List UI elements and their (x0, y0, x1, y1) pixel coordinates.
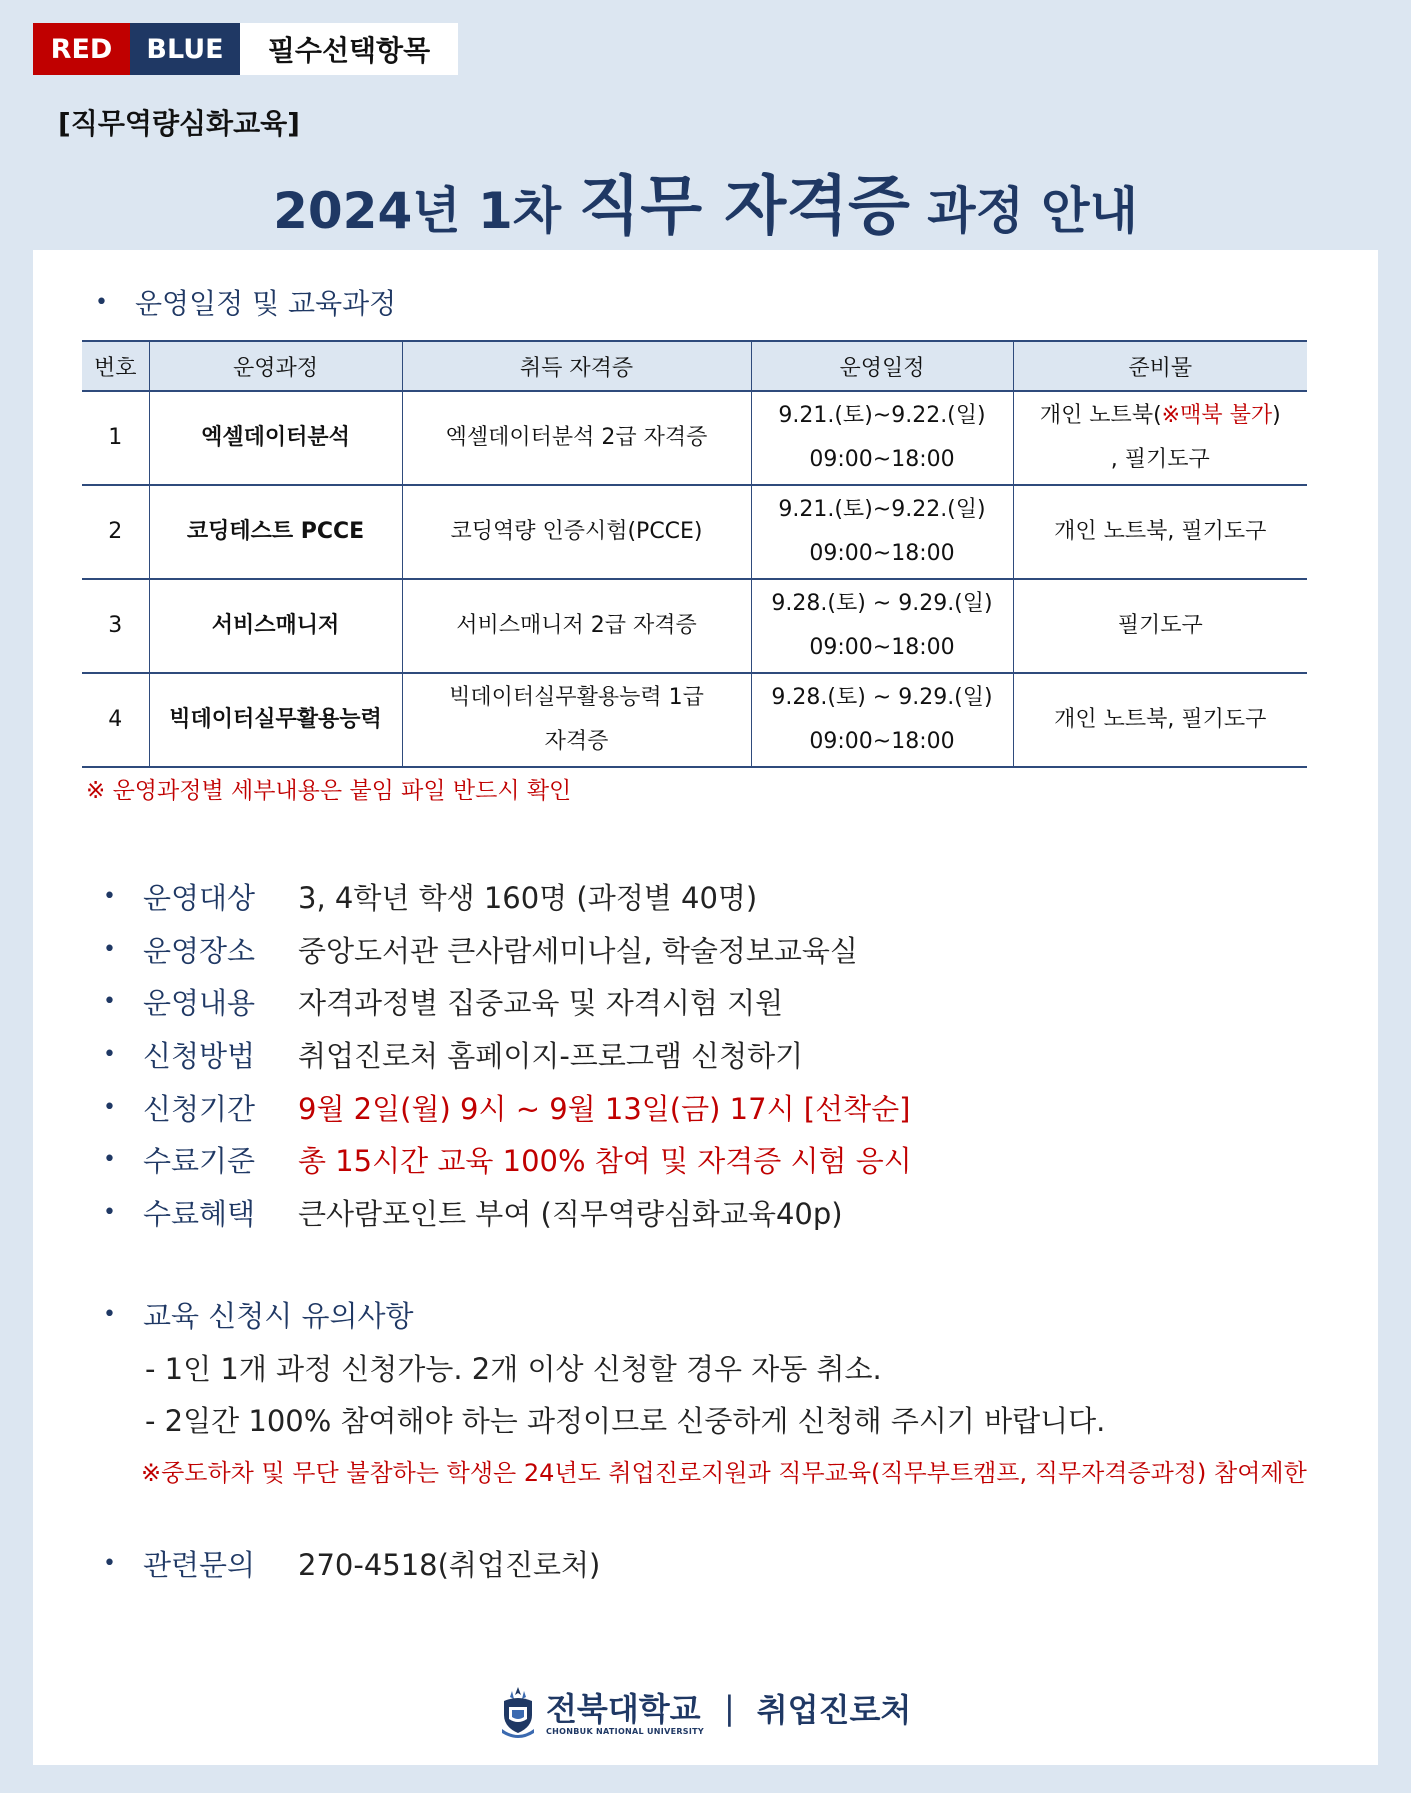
caution-heading (103, 1294, 414, 1335)
row-schedule (751, 391, 1013, 485)
info-value: 취업진로처 홈페이지-프로그램 신청하기 (298, 1038, 804, 1073)
bullet-dot-icon: • (103, 1041, 116, 1067)
row-schedule (751, 673, 1013, 767)
row-cert: 서비스매니저 2급 자격증 (402, 579, 751, 673)
info-value: 9월 2일(월) 9시 ~ 9월 13일(금) 17시 [선착순] (298, 1091, 911, 1126)
info-row-period (103, 1081, 1303, 1134)
tag-blue: BLUE (130, 23, 240, 75)
row-course: 빅데이터실무활용능력 (149, 673, 402, 767)
info-value: 큰사람포인트 부여 (직무역량심화교육40p) (298, 1196, 843, 1231)
category-tags (33, 23, 458, 75)
row-date: 9.21.(토)~9.22.(일) (778, 403, 986, 428)
bullet-dot-icon: • (103, 883, 116, 909)
table-note: ※ 운영과정별 세부내용은 붙임 파일 반드시 확인 (86, 778, 572, 804)
row-course: 엑셀데이터분석 (149, 391, 402, 485)
info-label: 수료혜택 (143, 1196, 256, 1231)
info-label: 운영장소 (143, 933, 256, 968)
bullet-dot-icon: • (103, 936, 116, 962)
footer-logo (498, 1683, 911, 1743)
row-schedule (751, 485, 1013, 579)
info-label: 운영대상 (143, 880, 256, 915)
university-emblem-icon (498, 1685, 538, 1741)
info-row-location (103, 923, 1303, 976)
bullet-dot-icon: • (103, 1199, 116, 1225)
row-no: 2 (82, 485, 149, 579)
tag-required-selection: 필수선택항목 (240, 23, 458, 75)
row-time: 09:00~18:00 (809, 729, 955, 754)
row-course: 서비스매니저 (149, 579, 402, 673)
schedule-heading-text: 운영일정 및 교육과정 (135, 287, 397, 320)
info-value: 3, 4학년 학생 160명 (과정별 40명) (298, 880, 758, 915)
row-date: 9.28.(토) ~ 9.29.(일) (771, 591, 993, 616)
header-course: 운영과정 (149, 341, 402, 391)
info-value: 중앙도서관 큰사람세미나실, 학술정보교육실 (298, 933, 858, 968)
schedule-heading (95, 282, 396, 322)
title-part3: 과정 안내 (909, 182, 1138, 240)
university-name-en: CHONBUK NATIONAL UNIVERSITY (546, 1726, 704, 1736)
table-header-row (82, 341, 1307, 391)
content-panel (33, 250, 1378, 1765)
bullet-dot-icon: • (103, 1147, 116, 1173)
info-row-content (103, 975, 1303, 1028)
table-row (82, 485, 1307, 579)
row-supplies: 필기도구 (1013, 579, 1307, 673)
header-schedule: 운영일정 (751, 341, 1013, 391)
supplies-text-close: ) (1272, 403, 1281, 428)
row-cert (402, 673, 751, 767)
row-time: 09:00~18:00 (809, 447, 955, 472)
caution-heading-text: 교육 신청시 유의사항 (143, 1299, 414, 1333)
contact-row (103, 1543, 600, 1584)
bullet-dot-icon: • (95, 289, 108, 315)
page-title (0, 155, 1411, 247)
info-label: 신청기간 (143, 1091, 256, 1126)
row-supplies: 개인 노트북, 필기도구 (1013, 673, 1307, 767)
info-label: 운영내용 (143, 986, 256, 1021)
row-time: 09:00~18:00 (809, 635, 955, 660)
schedule-table (82, 340, 1307, 768)
row-cert: 엑셀데이터분석 2급 자격증 (402, 391, 751, 485)
bullet-dot-icon: • (103, 989, 116, 1015)
table-row (82, 673, 1307, 767)
title-part2: 직무 자격증 (578, 170, 910, 244)
caution-line-1: - 1인 1개 과정 신청가능. 2개 이상 신청할 경우 자동 취소. (145, 1352, 882, 1386)
header-no: 번호 (82, 341, 149, 391)
bullet-dot-icon: • (103, 1094, 116, 1120)
row-no: 3 (82, 579, 149, 673)
info-label: 수료기준 (143, 1144, 256, 1179)
caution-warning: ※중도하차 및 무단 불참하는 학생은 24년도 취업진로지원과 직무교육(직무부트캠프, 직무자격증과정) 참여제한 (141, 1459, 1307, 1487)
row-date: 9.28.(토) ~ 9.29.(일) (771, 685, 993, 710)
row-course: 코딩테스트 PCCE (149, 485, 402, 579)
row-no: 1 (82, 391, 149, 485)
row-cert: 코딩역량 인증시험(PCCE) (402, 485, 751, 579)
row-time: 09:00~18:00 (809, 541, 955, 566)
bullet-dot-icon: • (103, 1551, 116, 1576)
row-supplies: 개인 노트북, 필기도구 (1013, 485, 1307, 579)
page-subtitle: [직무역량심화교육] (58, 107, 300, 140)
supplies-text: 개인 노트북( (1039, 403, 1162, 428)
tag-red: RED (33, 23, 130, 75)
contact-value: 270-4518(취업진로처) (298, 1548, 601, 1582)
header-supplies: 준비물 (1013, 341, 1307, 391)
row-cert-line1: 빅데이터실무활용능력 1급 (449, 685, 704, 710)
info-value: 총 15시간 교육 100% 참여 및 자격증 시험 응시 (298, 1144, 912, 1179)
info-list (103, 870, 1303, 1239)
supplies-warning: ※맥북 불가 (1161, 403, 1273, 428)
row-cert-line2: 자격증 (544, 729, 609, 754)
table-row (82, 579, 1307, 673)
university-name: 전북대학교 (546, 1689, 701, 1728)
info-value: 자격과정별 집중교육 및 자격시험 지원 (298, 986, 784, 1021)
contact-label: 관련문의 (143, 1548, 256, 1582)
bullet-dot-icon: • (103, 1302, 116, 1327)
info-row-criteria (103, 1133, 1303, 1186)
table-row (82, 391, 1307, 485)
supplies-text-2: , 필기도구 (1110, 447, 1210, 472)
title-part1: 2024년 1차 (273, 182, 579, 240)
header-cert: 취득 자격증 (402, 341, 751, 391)
info-row-benefit (103, 1186, 1303, 1239)
info-label: 신청방법 (143, 1038, 256, 1073)
university-name-block (546, 1691, 704, 1736)
footer-separator: | (723, 1689, 735, 1727)
row-supplies (1013, 391, 1307, 485)
info-row-target (103, 870, 1303, 923)
info-row-method (103, 1028, 1303, 1081)
caution-line-2: - 2일간 100% 참여해야 하는 과정이므로 신중하게 신청해 주시기 바랍니다. (145, 1404, 1106, 1438)
row-no: 4 (82, 673, 149, 767)
row-schedule (751, 579, 1013, 673)
row-date: 9.21.(토)~9.22.(일) (778, 497, 986, 522)
department-name: 취업진로처 (756, 1691, 912, 1729)
